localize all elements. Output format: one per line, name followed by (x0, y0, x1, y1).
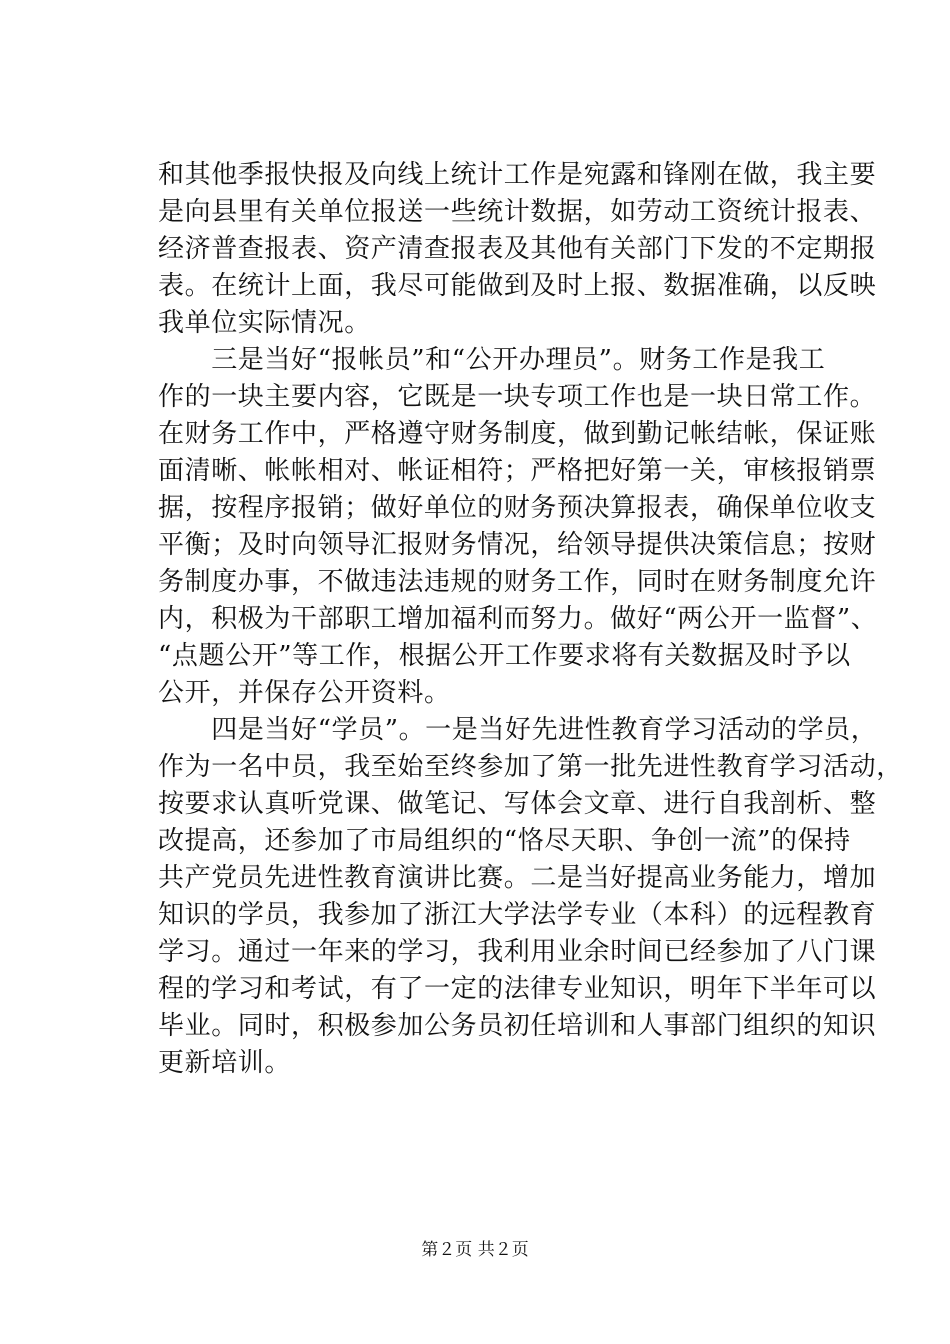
text-line: 作为一名中员，我至始至终参加了第一批先进性教育学习活动， (158, 752, 903, 782)
text-line: 和其他季报快报及向线上统计工作是宛露和锋刚在做，我主要 (158, 160, 877, 190)
text-line: 程的学习和考试，有了一定的法律专业知识，明年下半年可以 (158, 974, 877, 1004)
text-line: 在财务工作中，严格遵守财务制度，做到勤记帐结帐，保证账 (158, 419, 877, 449)
text-line: 作的一块主要内容，它既是一块专项工作也是一块日常工作。 (158, 382, 877, 412)
text-line: 学习。通过一年来的学习，我利用业余时间已经参加了八门课 (158, 937, 877, 967)
text-line: “点题公开”等工作，根据公开工作要求将有关数据及时予以 (158, 641, 851, 671)
text-line: 共产党员先进性教育演讲比赛。二是当好提高业务能力，增加 (158, 863, 877, 893)
text-line: 据，按程序报销；做好单位的财务预决算报表，确保单位收支 (158, 493, 877, 523)
text-line: 毕业。同时，积极参加公务员初任培训和人事部门组织的知识 (158, 1011, 877, 1041)
page-number-footer: 第２页 共２页 (421, 1240, 529, 1260)
text-line: 我单位实际情况。 (158, 308, 371, 338)
text-line: 更新培训。 (158, 1048, 292, 1078)
text-line: 四是当好“学员”。一是当好先进性教育学习活动的学员， (158, 715, 878, 745)
text-line: 按要求认真听党课、做笔记、写体会文章、进行自我剖析、整 (158, 789, 877, 819)
text-line: 知识的学员，我参加了浙江大学法学专业（本科）的远程教育 (158, 900, 877, 930)
body-text (158, 157, 903, 1082)
text-line: 是向县里有关单位报送一些统计数据，如劳动工资统计报表、 (158, 197, 877, 227)
text-line: 务制度办事，不做违法违规的财务工作，同时在财务制度允许 (158, 567, 877, 597)
text-line: 公开，并保存公开资料。 (158, 678, 451, 708)
text-line: 平衡；及时向领导汇报财务情况，给领导提供决策信息；按财 (158, 530, 877, 560)
text-line: 改提高，还参加了市局组织的“恪尽天职、争创一流”的保持 (158, 826, 851, 856)
text-line: 表。在统计上面，我尽可能做到及时上报、数据准确，以反映 (158, 271, 877, 301)
text-line: 三是当好“报帐员”和“公开办理员”。财务工作是我工 (158, 345, 826, 375)
text-line: 面清晰、帐帐相对、帐证相符；严格把好第一关，审核报销票 (158, 456, 877, 486)
text-line: 经济普查报表、资产清查报表及其他有关部门下发的不定期报 (158, 234, 877, 264)
text-line: 内，积极为干部职工增加福利而努力。做好“两公开一监督”、 (158, 604, 878, 634)
